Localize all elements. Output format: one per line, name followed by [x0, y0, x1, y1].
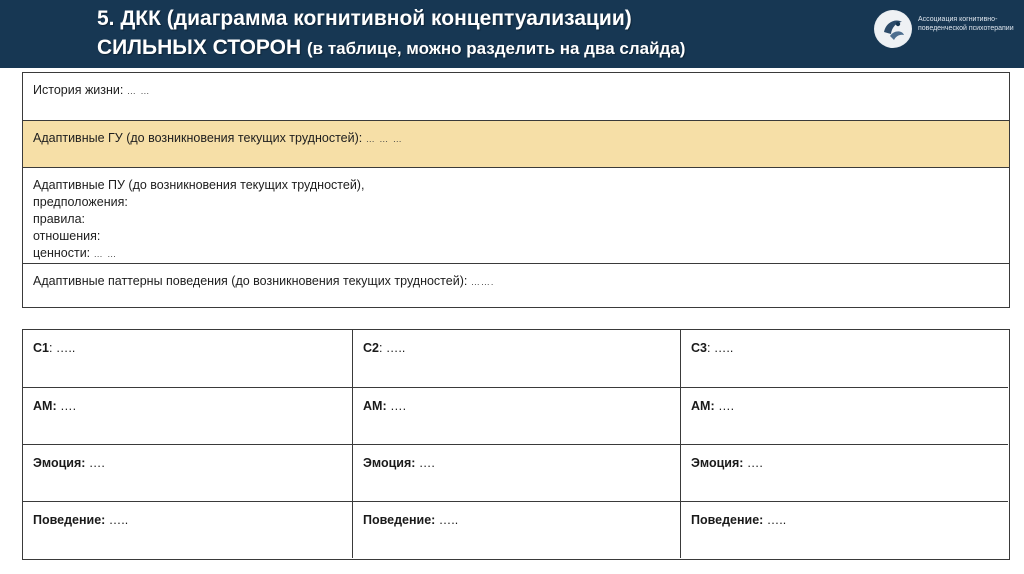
emotion-value: ….: [743, 456, 763, 470]
cell-automatic-thought-1: [23, 388, 353, 445]
adaptive-behavior-patterns-label: Адаптивные паттерны поведения (до возникновения текущих трудностей):: [33, 274, 468, 288]
behavior-value: …..: [435, 513, 459, 527]
behavior-label: Поведение:: [363, 513, 436, 527]
slide-header: [0, 0, 1024, 68]
title-main: СИЛЬНЫХ СТОРОН: [97, 36, 302, 59]
values-label: ценности:: [33, 246, 91, 260]
cell-emotion-3: [681, 445, 1008, 502]
automatic-thought-value: ….: [56, 399, 77, 413]
cell-emotion-2: [353, 445, 681, 502]
values-placeholder: … …: [93, 249, 118, 259]
row-life-history: [23, 73, 1009, 121]
situation-2-value: : …..: [378, 341, 406, 355]
cell-emotion-1: [23, 445, 353, 502]
cell-situation-2: [353, 330, 681, 388]
automatic-thought-value: ….: [386, 399, 407, 413]
cell-automatic-thought-2: [353, 388, 681, 445]
rules-label: правила:: [33, 212, 86, 226]
emotion-label: Эмоция:: [33, 456, 86, 470]
situation-3-label: С3: [691, 341, 707, 355]
emotion-value: ….: [85, 456, 105, 470]
life-history-label: История жизни:: [33, 83, 124, 97]
slide-title: [97, 4, 857, 63]
situation-1-label: С1: [33, 341, 49, 355]
association-logo: [874, 10, 1024, 52]
behavior-value: …..: [763, 513, 787, 527]
life-history-table: [22, 72, 1010, 308]
life-history-placeholder: … …: [126, 86, 151, 96]
automatic-thought-label: АМ:: [363, 399, 387, 413]
cell-behavior-2: [353, 502, 681, 558]
behavior-label: Поведение:: [691, 513, 764, 527]
situation-3-value: : …..: [706, 341, 734, 355]
situation-2-label: С2: [363, 341, 379, 355]
cell-behavior-1: [23, 502, 353, 558]
row-adaptive-behavior-patterns: [23, 264, 1009, 307]
behavior-value: …..: [105, 513, 129, 527]
cell-situation-1: [23, 330, 353, 388]
behavior-label: Поведение:: [33, 513, 106, 527]
cell-behavior-3: [681, 502, 1008, 558]
adaptive-core-beliefs-placeholder: … … …: [365, 134, 403, 144]
logo-emblem-icon: [874, 10, 912, 48]
cell-automatic-thought-3: [681, 388, 1008, 445]
cell-situation-3: [681, 330, 1008, 388]
situation-1-value: : …..: [48, 341, 76, 355]
emotion-label: Эмоция:: [363, 456, 416, 470]
adaptive-core-beliefs-label: Адаптивные ГУ (до возникновения текущих трудностей):: [33, 131, 363, 145]
row-adaptive-intermediate-beliefs: [23, 168, 1009, 264]
title-note: (в таблице, можно разделить на два слайда): [307, 39, 686, 58]
automatic-thought-label: АМ:: [691, 399, 715, 413]
situations-table: [22, 329, 1010, 560]
emotion-label: Эмоция:: [691, 456, 744, 470]
attitudes-label: отношения:: [33, 229, 101, 243]
row-adaptive-core-beliefs: [23, 121, 1009, 168]
logo-text: Ассоциация когнитивно-поведенческой психотерапии: [918, 16, 1014, 32]
automatic-thought-label: АМ:: [33, 399, 57, 413]
adaptive-behavior-patterns-placeholder: …….: [470, 277, 495, 287]
title-line-2: [97, 33, 857, 63]
automatic-thought-value: ….: [714, 399, 735, 413]
assumptions-label: предположения:: [33, 195, 128, 209]
adaptive-intermediate-beliefs-label: Адаптивные ПУ (до возникновения текущих трудностей),: [33, 178, 365, 192]
emotion-value: ….: [415, 456, 435, 470]
title-line-1: 5. ДКК (диаграмма когнитивной концептуализации): [97, 7, 632, 30]
